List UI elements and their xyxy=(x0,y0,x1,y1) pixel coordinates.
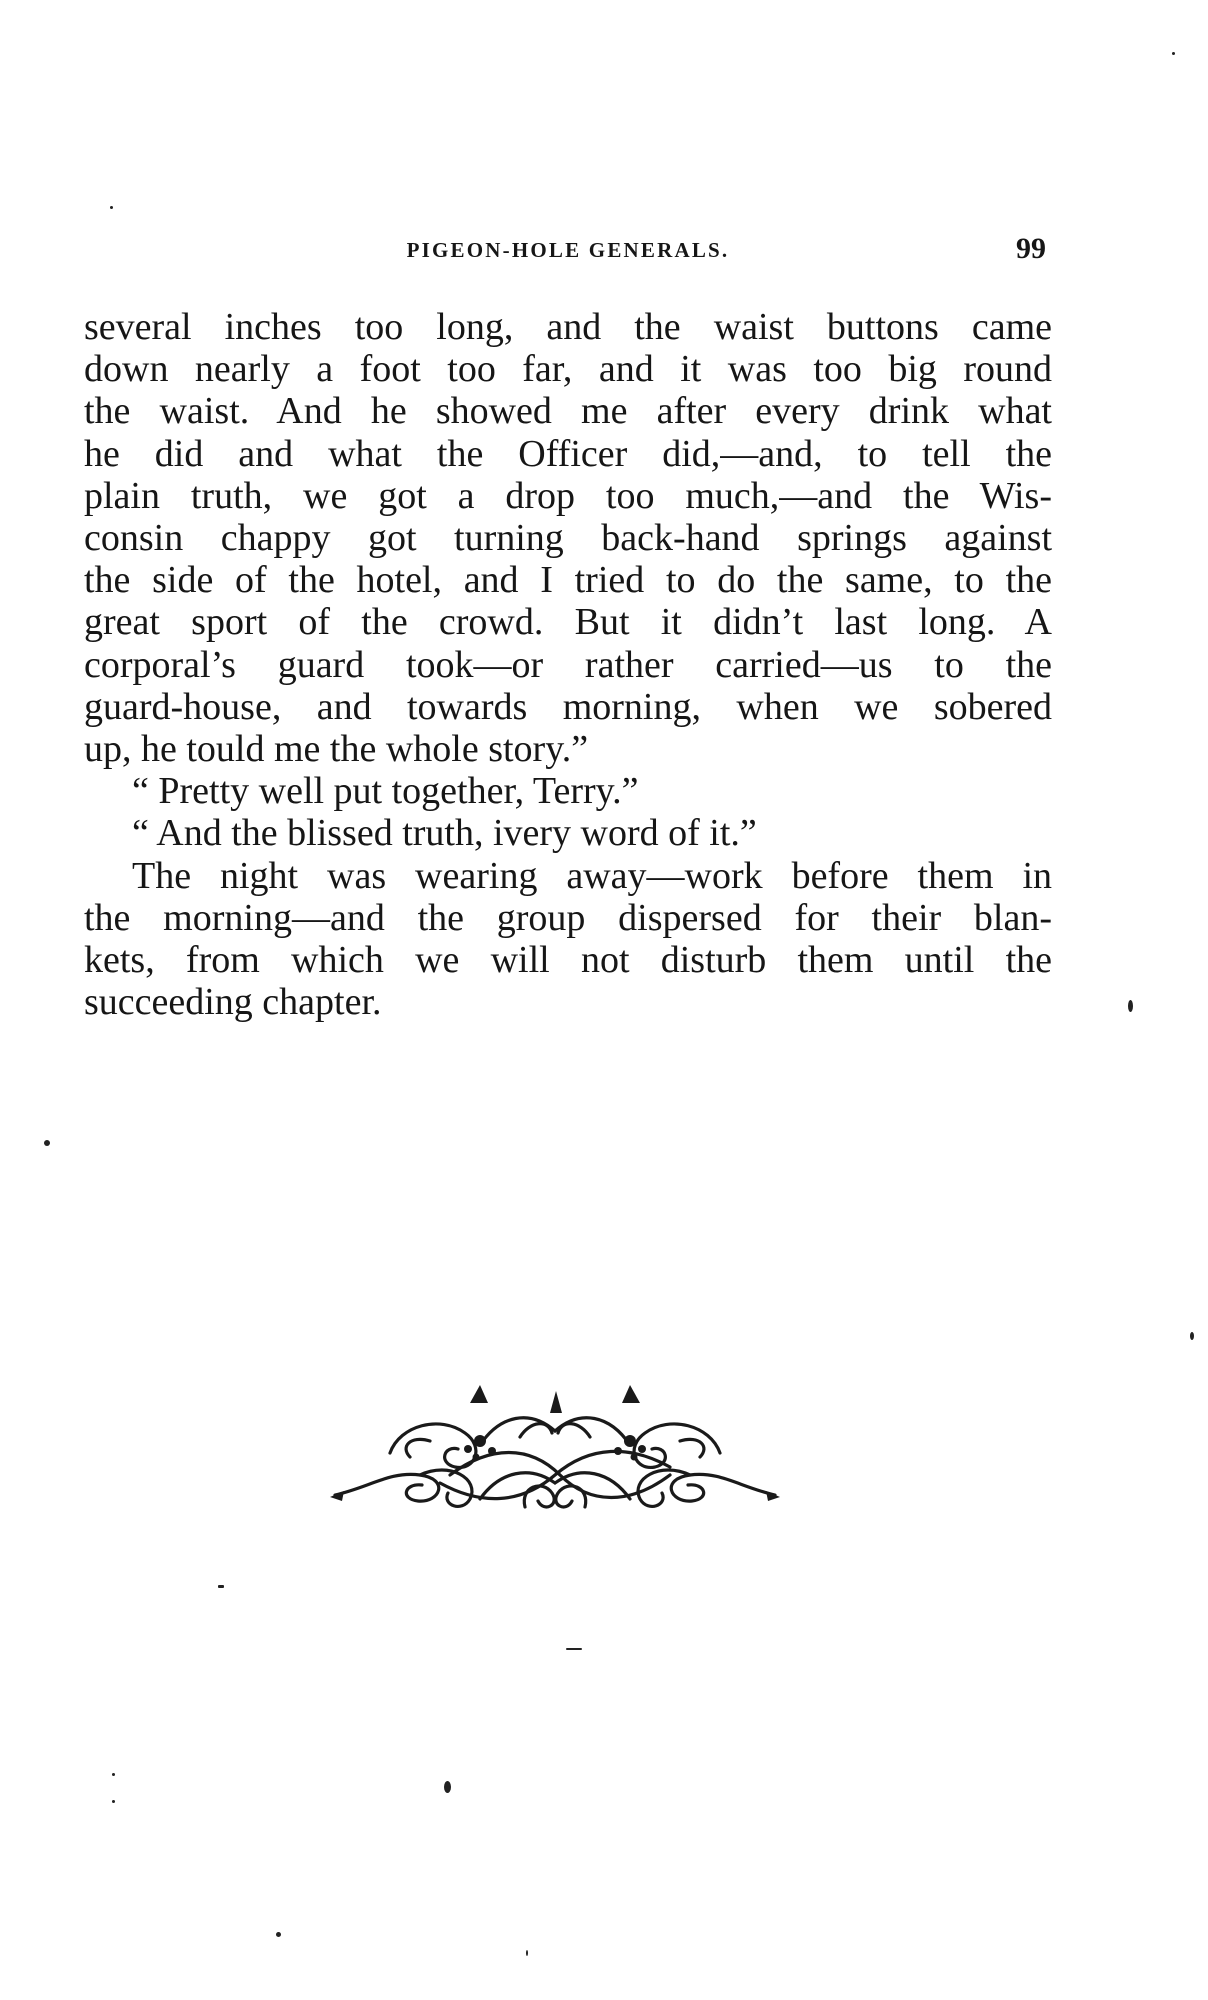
paper-speck xyxy=(1190,1332,1194,1340)
paper-speck xyxy=(218,1585,224,1588)
body-text xyxy=(84,306,1052,1023)
running-head xyxy=(84,232,1052,272)
paragraph-2: “ Pretty well put together, Terry.” xyxy=(132,770,639,813)
text-line: great sport of the crowd. But it didn’t last long. A xyxy=(84,601,1052,644)
paragraph-4 xyxy=(84,855,1052,1024)
text-line: corporal’s guard took—or rather carried—us to the xyxy=(84,643,1052,686)
text-line: plain truth, we got a drop too much,—and the Wis- xyxy=(84,474,1052,517)
paper-speck xyxy=(566,1648,582,1650)
text-line: consin chappy got turning back-hand springs against xyxy=(84,517,1052,560)
text-line: he did and what the Officer did,—and, to tell the xyxy=(84,432,1052,475)
floral-tailpiece-icon xyxy=(330,1375,780,1535)
text-line: the morning—and the group dispersed for their blan- xyxy=(84,896,1052,939)
paper-speck xyxy=(1172,52,1175,55)
paper-speck xyxy=(1128,1000,1133,1012)
paper-speck xyxy=(110,206,113,209)
text-line: several inches too long, and the waist buttons came xyxy=(84,306,1052,348)
text-line: guard-house, and towards morning, when we sobered xyxy=(84,685,1052,728)
paper-speck xyxy=(526,1950,528,1956)
paper-speck xyxy=(276,1932,281,1937)
paper-speck xyxy=(112,1773,115,1776)
page-number: 99 xyxy=(1016,232,1046,265)
paper-speck xyxy=(112,1800,115,1803)
text-line: up, he tould me the whole story.” xyxy=(84,728,589,771)
paragraph-3: “ And the blissed truth, ivery word of it.” xyxy=(132,812,757,855)
paragraph-1 xyxy=(84,306,1052,770)
running-title: PIGEON-HOLE GENERALS. xyxy=(406,238,730,262)
text-line: The night was wearing away—work before them in xyxy=(132,854,1052,897)
text-line: down nearly a foot too far, and it was too big round xyxy=(84,348,1052,391)
paper-speck xyxy=(44,1140,50,1146)
text-line: the side of the hotel, and I tried to do the same, to the xyxy=(84,559,1052,602)
text-line: the waist. And he showed me after every drink what xyxy=(84,390,1052,433)
paper-speck xyxy=(444,1781,451,1793)
text-line: succeeding chapter. xyxy=(84,981,382,1024)
text-line: kets, from which we will not disturb them until the xyxy=(84,939,1052,982)
